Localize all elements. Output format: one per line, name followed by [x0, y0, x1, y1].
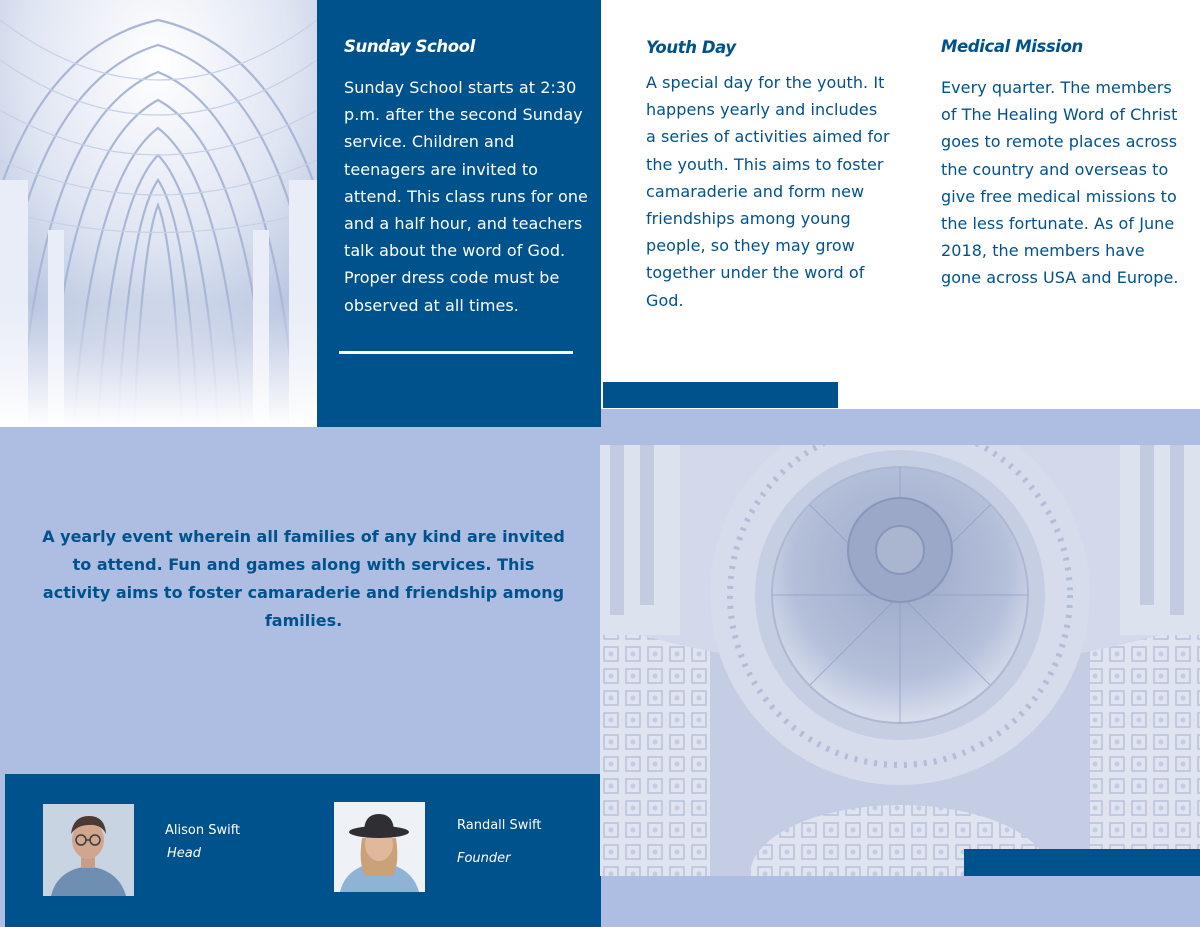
medical-mission-title: Medical Mission	[941, 37, 1083, 56]
cathedral-arches-illustration	[0, 0, 317, 427]
person-role: Founder	[457, 851, 511, 866]
person-role: Head	[167, 846, 201, 861]
sunday-school-description: Sunday School starts at 2:30 p.m. after the second Sunday service. Children and teenagers are invited to attend. This class runs for one and a half hour, and teachers talk about the word of God. Proper dress code must be observed at all times.	[344, 78, 588, 315]
family-event-description: A yearly event wherein all families of any kind are invited to attend. Fun and games along with services. This activity aims to foster camaraderie and friendship among families.	[42, 527, 565, 630]
person-name: Alison Swift	[165, 823, 241, 838]
accent-bar	[964, 849, 1200, 876]
accent-bar	[603, 382, 838, 408]
avatar	[43, 804, 134, 896]
sunday-school-title: Sunday School	[344, 37, 475, 56]
youth-day-description: A special day for the youth. It happens yearly and includes a series of activities aimed for the youth. This aims to foster camaraderie and form new friendships among young people, so they may grow together under the word of God.	[646, 73, 890, 310]
youth-day-title: Youth Day	[646, 38, 736, 57]
cathedral-dome-photo	[600, 445, 1200, 876]
woman-portrait-icon	[334, 802, 425, 892]
person-name: Randall Swift	[457, 818, 542, 833]
man-portrait-icon	[43, 804, 134, 896]
cathedral-dome-illustration	[600, 445, 1200, 876]
cathedral-arches-photo	[0, 0, 317, 427]
medical-mission-description: Every quarter. The members of The Healing Word of Christ goes to remote places across the country and overseas to give free medical missions to the less fortunate. As of June 2018, the members have gone across USA and Europe.	[941, 78, 1179, 288]
sunday-school-panel	[317, 0, 601, 427]
divider-line	[339, 351, 573, 354]
leadership-profiles	[5, 774, 601, 927]
avatar	[334, 802, 425, 892]
